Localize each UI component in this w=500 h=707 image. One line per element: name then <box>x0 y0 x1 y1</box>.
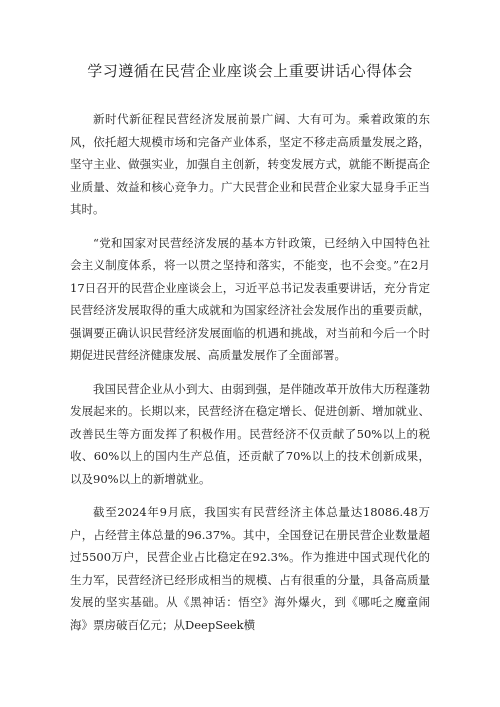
paragraph-4: 截至2024年9月底，我国实有民营经济主体总量达18086.48万户，占经营主体总量的96.37%。其中，全国登记在册民营企业数量超过5500万户，民营企业占比稳定在92.3%。作为推进中国式现代化的生力军，民营经济已经形成相当的规模、占有很重的分量，具备高质量发展的坚实基础。从《黑神话：悟空》海外爆火，到《哪吒之魔童闹海》票房破百亿元；从DeepSeek横 <box>70 505 430 632</box>
paragraph-3: 我国民营企业从小到大、由弱到强，是伴随改革开放伟大历程蓬勃发展起来的。长期以来，民营经济在稳定增长、促进创新、增加就业、改善民生等方面发挥了积极作用。民营经济不仅贡献了50%以上的税收、60%以上的国内生产总值，还贡献了70%以上的技术创新成果，以及90%以上的新增就业。 <box>70 381 430 486</box>
document-title: 学习遵循在民营企业座谈会上重要讲话心得体会 <box>87 62 413 80</box>
paragraph-2: “党和国家对民营经济发展的基本方针政策，已经纳入中国特色社会主义制度体系，将一以贯之坚持和落实，不能变，也不会变。”在2月17日召开的民营企业座谈会上，习近平总书记发表重要讲话，充分肯定民营经济发展取得的重大成就和为国家经济社会发展作出的重要贡献，强调要正确认识民营经济发展面临的机遇和挑战，对当前和今后一个时期促进民营经济健康发展、高质量发展作了全面部署。 <box>70 235 430 362</box>
paragraph-1: 新时代新征程民营经济发展前景广阔、大有可为。乘着政策的东风，依托超大规模市场和完备产业体系，坚定不移走高质量发展之路，坚守主业、做强实业，加强自主创新，转变发展方式，就能不断提高企业质量、效益和核心竞争力。广大民营企业和民营企业家大显身手正当其时。 <box>70 112 430 216</box>
